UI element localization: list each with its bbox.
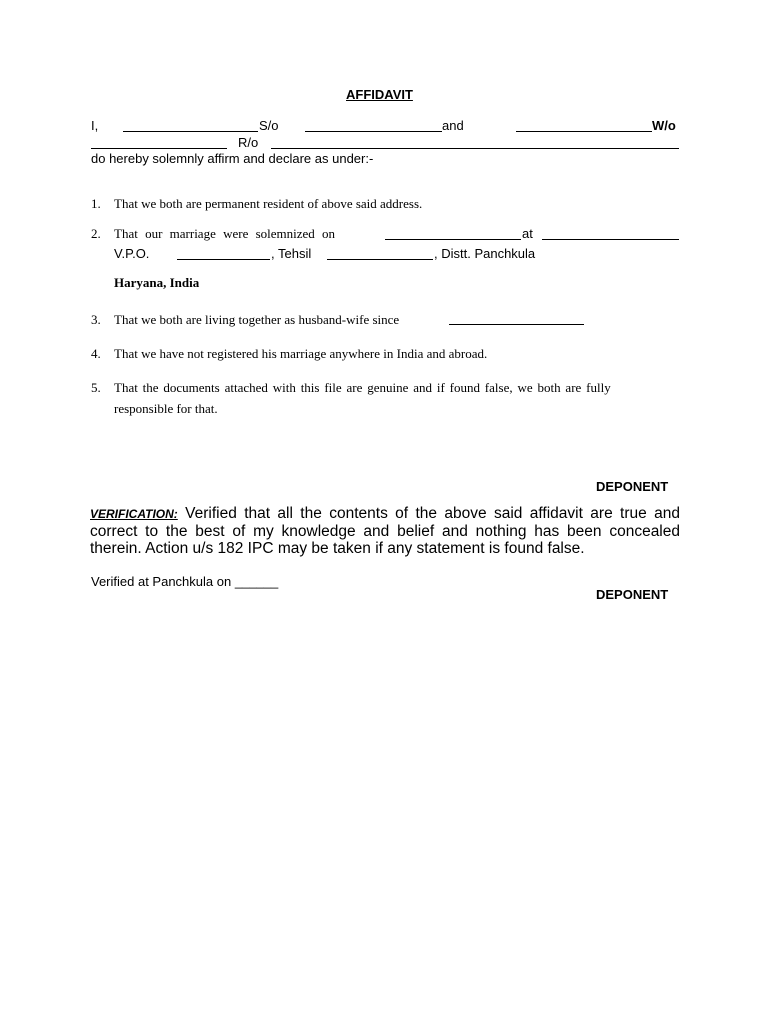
- item-number: 3.: [91, 312, 101, 327]
- tehsil-blank-field[interactable]: [327, 259, 433, 260]
- name-blank-field[interactable]: [123, 131, 258, 132]
- item-text: That our marriage were solemnized on: [114, 226, 336, 241]
- item-at-label: at: [522, 226, 533, 241]
- tehsil-label: , Tehsil: [271, 246, 312, 261]
- distt-label: , Distt. Panchkula: [434, 246, 536, 261]
- marriage-date-blank-field[interactable]: [385, 239, 521, 240]
- intro-wo-label: W/o: [652, 118, 676, 133]
- verification-text: Verified that all the contents of the above said affidavit are true and correct to the best of my knowledge and belief and nothing has been concealed therein. Action u/s 182 IPC may be taken if any statement is found false.: [90, 505, 680, 557]
- father-name-blank-field[interactable]: [305, 131, 442, 132]
- intro-ro-label: R/o: [238, 135, 259, 150]
- address-blank-field[interactable]: [271, 148, 679, 149]
- item-text-continued: responsible for that.: [114, 401, 218, 416]
- intro-and-label: and: [442, 118, 464, 133]
- husband-name-blank-field[interactable]: [91, 148, 227, 149]
- declaration-text: do hereby solemnly affirm and declare as under:-: [91, 151, 374, 166]
- state-text: Haryana, India: [114, 275, 200, 290]
- verification-paragraph: [90, 505, 680, 557]
- intro-so-label: S/o: [259, 118, 279, 133]
- vpo-label: V.P.O.: [114, 246, 150, 261]
- deponent-label: DEPONENT: [596, 587, 669, 602]
- verification-label: VERIFICATION:: [90, 507, 178, 521]
- item-text: That we both are permanent resident of above said address.: [114, 196, 423, 211]
- marriage-place-blank-field[interactable]: [542, 239, 679, 240]
- item-number: 4.: [91, 346, 101, 361]
- living-since-blank-field[interactable]: [449, 324, 584, 325]
- item-number: 2.: [91, 226, 101, 241]
- intro-i-label: I,: [91, 118, 99, 133]
- spouse-name-blank-field[interactable]: [516, 131, 652, 132]
- item-text: That we have not registered his marriage anywhere in India and abroad.: [114, 346, 488, 361]
- document-title: AFFIDAVIT: [346, 87, 413, 102]
- item-text: That the documents attached with this file are genuine and if found false, we both are fully: [114, 380, 611, 395]
- item-number: 5.: [91, 380, 101, 395]
- verified-at-text: Verified at Panchkula on ______: [91, 574, 279, 589]
- vpo-blank-field[interactable]: [177, 259, 270, 260]
- deponent-label: DEPONENT: [596, 479, 669, 494]
- item-number: 1.: [91, 196, 101, 211]
- item-text: That we both are living together as husband-wife since: [114, 312, 400, 327]
